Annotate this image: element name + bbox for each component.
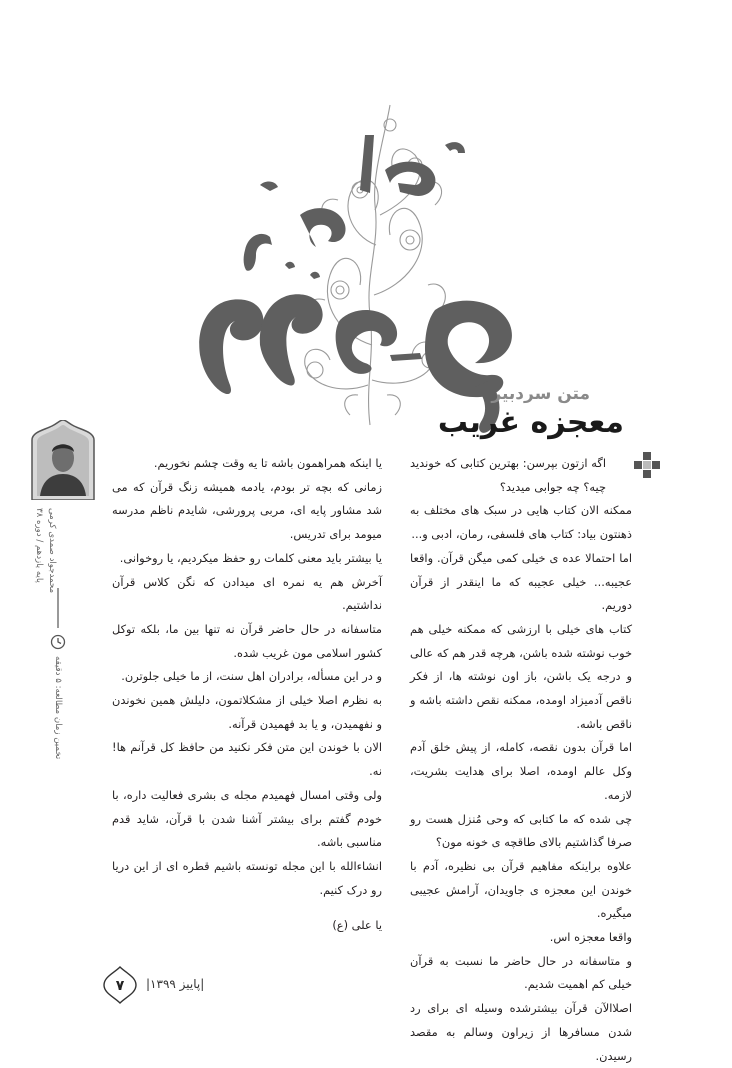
- article-kicker: متن سردبیر: [491, 384, 590, 404]
- paragraph: به نظرم اصلا خیلی از مشکلاتمون، دلیلش همین نخوندن و نفهمیدن، و یا بد فهمیدن قرآنه.: [112, 693, 382, 731]
- paragraph: ولی وقتی امسال فهمیدم مجله ی بشری فعالیت داره، با خودم گفتم برای بیشتر آشنا شدن با قرآن، شاید قدم مناسبی باشه.: [112, 787, 382, 850]
- paragraph: آخرش هم یه نمره ای میدادن که نگن کلاس قرآن نداشتیم.: [112, 574, 382, 613]
- paragraph: علاوه براینکه مفاهیم قرآن بی نظیره، آدم با خوندن این معجزه ی جاویدان، آرامش عجیبی میگیره.: [410, 858, 632, 921]
- issue-label: |پاییز ۱۳۹۹|: [146, 977, 205, 991]
- reading-time: تخمین زمان مطالعه: ۵ دقیقه: [53, 656, 63, 760]
- article-column-left: [112, 452, 382, 938]
- author-photo: [30, 420, 96, 500]
- paragraph: و در این مسأله، برادران اهل سنت، از ما خیلی جلوترن.: [121, 669, 382, 684]
- paragraph: واقعا معجزه اس.: [549, 930, 632, 945]
- paragraph: ممکنه الان کتاب هایی در سبک های مختلف به ذهنتون بیاد: کتاب های فلسفی، رمان، ادبی و...: [410, 503, 632, 542]
- paragraph: یا اینکه همراهمون باشه تا یه وقت چشم نخوریم.: [153, 456, 382, 470]
- paragraph: زمانی که بچه تر بودم، یادمه همیشه زنگ قرآن که می شد مشاور پایه ای، مربی پرورشی، شایدم ناظم مدرسه میومد برای تدریس.: [112, 479, 382, 542]
- paragraph: اما احتمالا عده ی خیلی کمی میگن قرآن. واقعا عجیبه... خیلی عجیبه که ما اینقدر از قرآن دوریم.: [410, 550, 632, 613]
- sidebar-divider: [57, 588, 59, 628]
- diamond-tile-icon: [634, 452, 660, 478]
- article-headline: معجزه غریب: [437, 405, 624, 440]
- paragraph: یا بیشتر باید معنی کلمات رو حفظ میکردیم، یا روخوانی.: [119, 550, 382, 565]
- paragraph: الان با خوندن این متن فکر نکنید من حافظ کل قرآنم ها! نه.: [112, 740, 382, 779]
- paragraph: اصلاالآن قرآن بیشترشده وسیله ای برای رد شدن مسافرها از زیراون وسالم به مقصد رسیدن.: [410, 1001, 632, 1063]
- signoff: یا علی (ع): [332, 918, 382, 933]
- article-column-right: [410, 452, 632, 1068]
- page-number-badge: [102, 965, 138, 1005]
- author-grade: پایه یازدهم / دوره ۳۸: [34, 508, 44, 583]
- paragraph: اگه ازتون بپرسن: بهترین کتابی که خوندید چیه؟ چه جوابی میدید؟: [410, 456, 606, 494]
- clock-icon: [50, 634, 66, 650]
- author-name: محمدجواد صمدی کرمی: [47, 508, 57, 594]
- paragraph: کتاب های خیلی با ارزشی که ممکنه خیلی هم خوب نوشته شده باشن، هرچه قدر هم که عالی و درجه یک باشن، باز اون نوشته ها، از فکر ناقص آدمیزاد اومده، ممکنه نقص داشته باشه و ناقص باشه.: [410, 621, 632, 731]
- floral-ornament: [305, 105, 446, 425]
- paragraph: و متاسفانه در حال حاضر ما نسبت به قرآن خیلی کم اهمیت شدیم.: [410, 953, 632, 992]
- paragraph: اما قرآن بدون نقصه، کامله، از پیش خلق آدم وکل عالم اومده، اصلا برای هدایت بشریت، لازمه.: [410, 740, 632, 802]
- paragraph: انشاءالله با این مجله تونسته باشیم قطره ای از این دریا رو درک کنیم.: [112, 858, 382, 897]
- page-number: ۷: [115, 978, 125, 994]
- paragraph: متاسفانه در حال حاضر قرآن نه تنها بین ما، بلکه توکل کشور اسلامی مون غریب شده.: [112, 621, 382, 660]
- paragraph: چی شده که ما کتابی که وحی مُنزل هست رو صرفا گذاشتیم بالای طاقچه ی خونه مون؟: [410, 811, 632, 850]
